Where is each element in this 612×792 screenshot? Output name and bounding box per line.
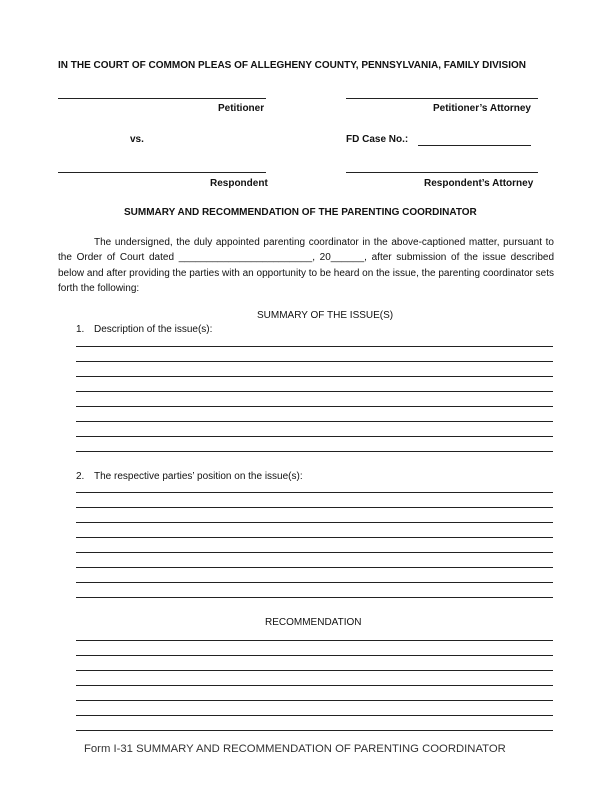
respondent-attorney-label: Respondent’s Attorney	[424, 178, 534, 189]
item1-number: 1.	[76, 324, 85, 335]
order-year-blank[interactable]: ______	[330, 252, 365, 264]
intro-text-part2: , 20	[312, 252, 331, 264]
form-footer: Form I-31 SUMMARY AND RECOMMENDATION OF PARENTING COORDINATOR	[84, 743, 506, 755]
intro-paragraph	[58, 235, 554, 296]
case-number-label: FD Case No.:	[346, 134, 409, 145]
case-number-line[interactable]	[418, 145, 531, 146]
respondent-name-line[interactable]	[58, 172, 266, 173]
intro-text-part3: , after submission of the issue described below and after providing the parties with an opportunity to be heard on the issue, the parenting coordinator sets forth the following:	[58, 252, 555, 294]
document-title: SUMMARY AND RECOMMENDATION OF THE PARENTING COORDINATOR	[124, 207, 477, 218]
intro-text-part1: The undersigned, the duly appointed parenting coordinator in the above-captioned matter, pursuant to the Order of Court dated	[58, 237, 554, 264]
court-heading: IN THE COURT OF COMMON PLEAS OF ALLEGHENY COUNTY, PENNSYLVANIA, FAMILY DIVISION	[58, 60, 526, 71]
summary-heading: SUMMARY OF THE ISSUE(S)	[257, 310, 394, 321]
order-date-blank[interactable]: ________________________	[178, 252, 313, 264]
item2-number: 2.	[76, 471, 85, 482]
petitioner-attorney-label: Petitioner’s Attorney	[433, 103, 531, 114]
respondent-label: Respondent	[210, 178, 268, 189]
vs-label: vs.	[130, 134, 144, 145]
respondent-attorney-line[interactable]	[346, 172, 538, 173]
item1-label: Description of the issue(s):	[94, 324, 213, 335]
petitioner-name-line[interactable]	[58, 98, 266, 99]
petitioner-attorney-line[interactable]	[346, 98, 538, 99]
recommendation-heading: RECOMMENDATION	[265, 617, 362, 628]
petitioner-label: Petitioner	[218, 103, 265, 114]
item2-label: The respective parties’ position on the issue(s):	[94, 471, 303, 482]
